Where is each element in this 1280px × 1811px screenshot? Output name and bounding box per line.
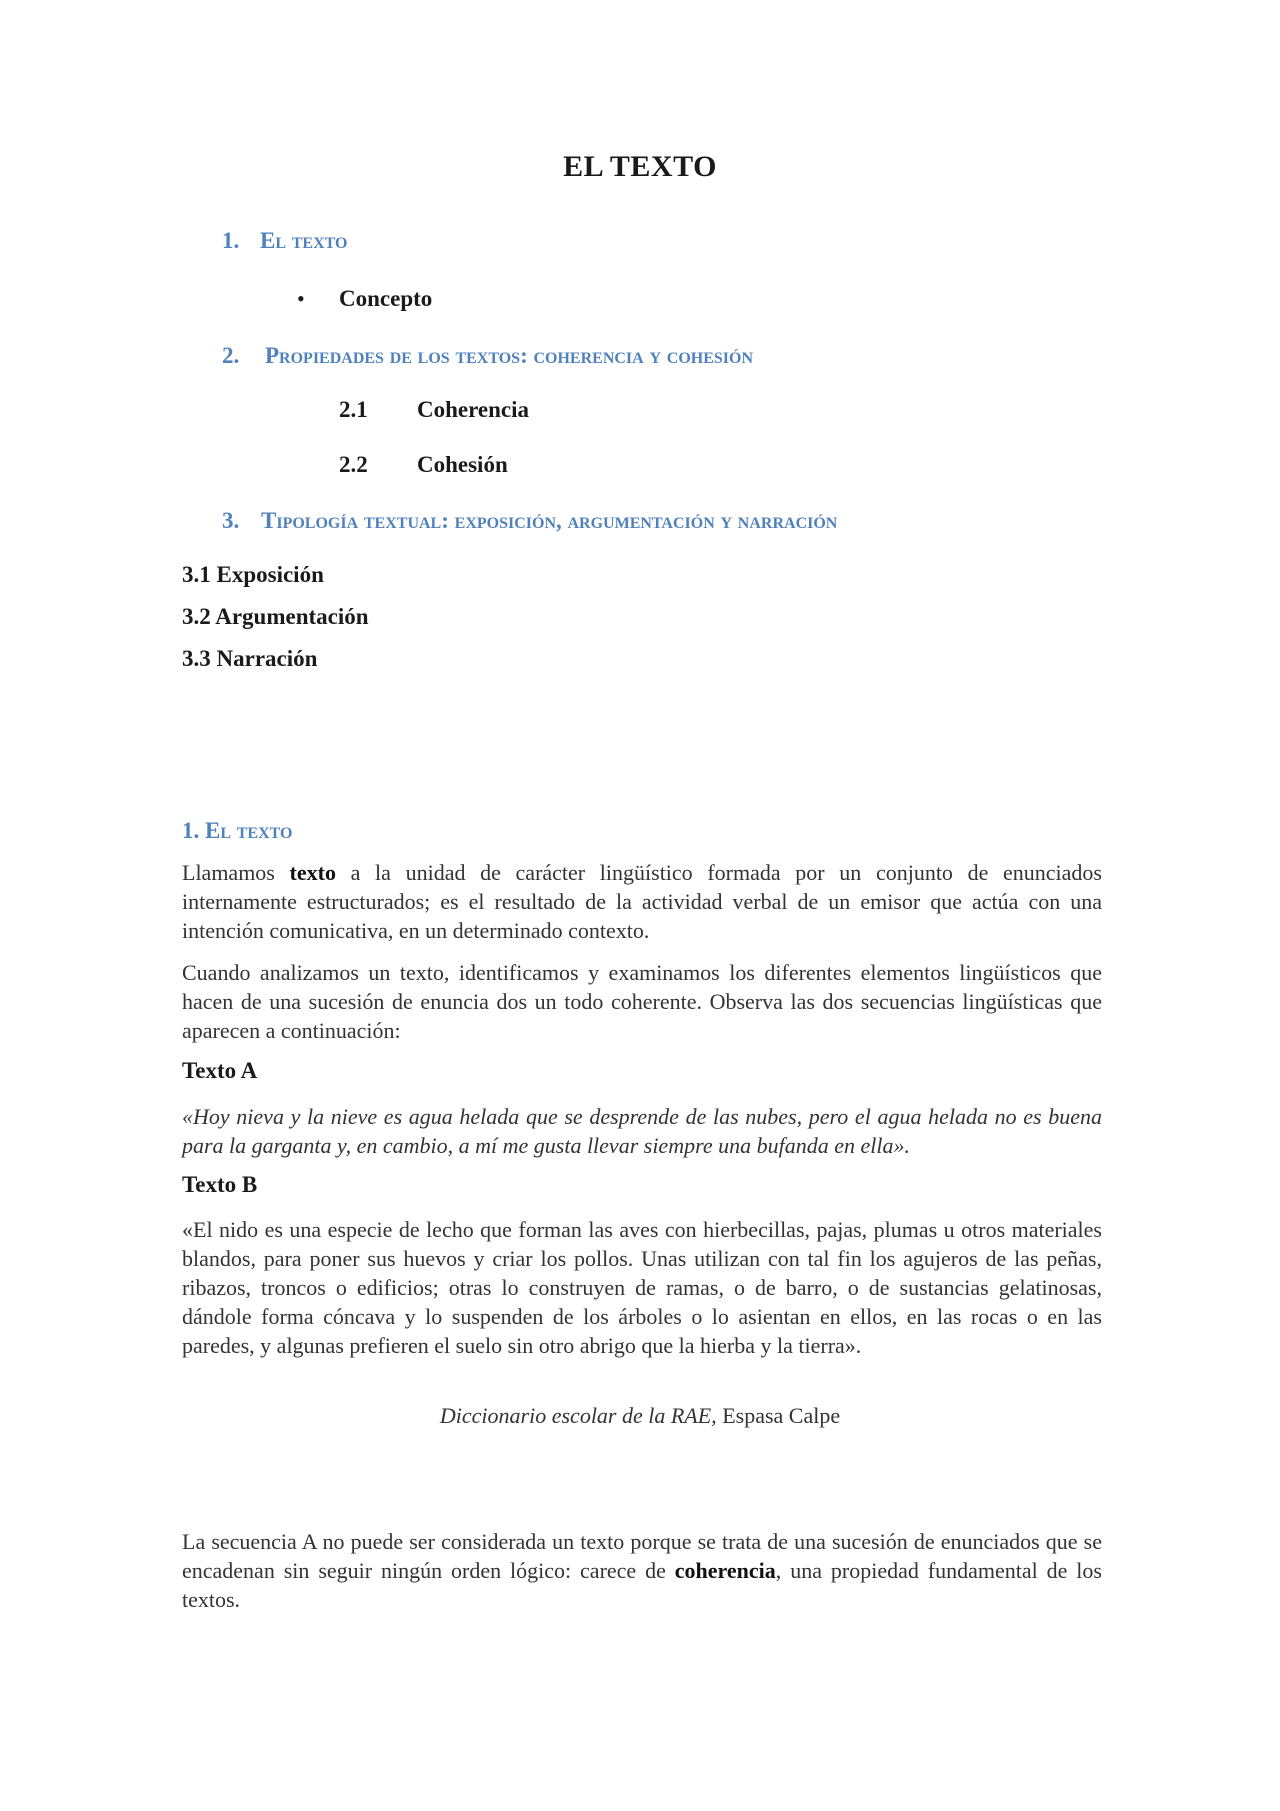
toc-section-2-number: 2. (222, 343, 240, 368)
toc-item-2-1-number: 2.1 (339, 397, 368, 422)
toc-item-2-2-label: Cohesión (417, 452, 508, 477)
source-citation (0, 1403, 1280, 1429)
document-title: EL TEXTO (563, 150, 717, 183)
toc-section-3-label: Tipología textual: exposición, argumentación y narración (261, 508, 838, 533)
toc-item-3-2: 3.2 Argumentación (182, 604, 369, 629)
paragraph-analysis: Cuando analizamos un texto, identificamos y examinamos los diferentes elementos lingüísticos que hacen de una sucesión de enuncia dos un todo coherente. Observa las dos secuencias lingüísticas que aparecen a continuación: (182, 960, 1102, 1043)
paragraph-definition (182, 858, 1102, 945)
toc-item-2-2 (339, 452, 508, 478)
text-b-quote: «El nido es una especie de lecho que forman las aves con hierbecillas, pajas, plumas u otros materiales blandos, para poner sus huevos y criar los pollos. Unas utilizan con tal fin los agujeros de las peñas, ribazos, troncos o edificios; otras lo construyen de ramas, o de barro, o de sustancias gelatinosas, dándole forma cóncava y lo suspenden de los árboles o lo asientan en ellos, en las rocas o en las paredes, y algunas prefieren el suelo sin otro abrigo que la hierba y la tierra». (182, 1217, 1102, 1358)
paragraph-text: La secuencia A no puede ser considerada un texto porque se trata de una sucesión de enunciados que se encadenan sin seguir ningún orden lógico: carece de (182, 1529, 1102, 1583)
toc-section-2 (222, 343, 753, 369)
toc-item-3-3: 3.3 Narración (182, 646, 318, 671)
section-heading-el-texto: 1. El texto (182, 818, 293, 843)
paragraph-conclusion (182, 1527, 1102, 1614)
source-publisher: Espasa Calpe (716, 1403, 841, 1428)
toc-section-3 (222, 508, 837, 534)
bold-term: texto (289, 860, 336, 885)
toc-item-2-2-number: 2.2 (339, 452, 368, 477)
toc-item-concepto: Concepto (339, 286, 433, 311)
text-a-label: Texto A (182, 1058, 258, 1083)
toc-section-1-label: El texto (260, 228, 348, 253)
paragraph-text: Llamamos (182, 860, 290, 885)
text-b-label: Texto B (182, 1172, 258, 1197)
toc-item-3-1: 3.1 Exposición (182, 562, 324, 587)
bold-term: coherencia (674, 1558, 776, 1583)
toc-section-2-label: Propiedades de los textos: coherencia y cohesión (265, 343, 754, 368)
paragraph-text: , una propiedad fundamental de los textos. (182, 1558, 1102, 1612)
toc-item-2-1 (339, 397, 529, 423)
source-title: Diccionario escolar de la RAE, (439, 1403, 717, 1428)
toc-section-1-number: 1. (222, 228, 240, 253)
bullet-icon: • (297, 286, 305, 311)
toc-section-3-number: 3. (222, 508, 240, 533)
text-a-quote: «Hoy nieva y la nieve es agua helada que se desprende de las nubes, pero el agua helada no es buena para la garganta y, en cambio, a mí me gusta llevar siempre una bufanda en ella». (182, 1104, 1102, 1158)
paragraph-text: a la unidad de carácter lingüístico formada por un conjunto de enunciados internamente estructurados; es el resultado de la actividad verbal de un emisor que actúa con una intención comunicativa, en un determinado contexto. (182, 860, 1102, 943)
toc-section-1 (222, 228, 348, 254)
toc-item-2-1-label: Coherencia (417, 397, 530, 422)
